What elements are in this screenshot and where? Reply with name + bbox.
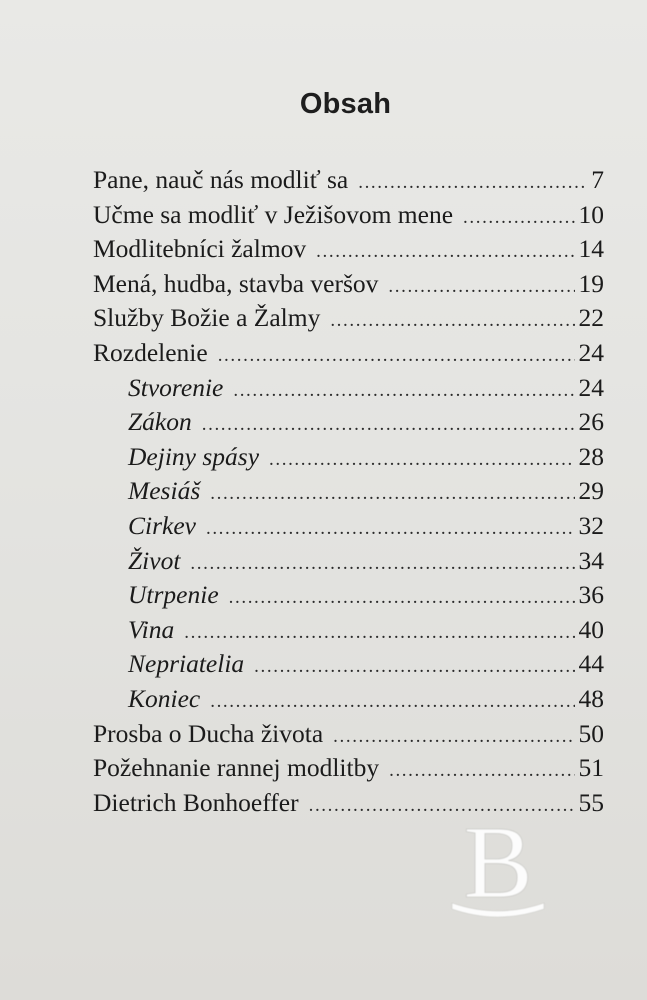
toc-page-number: 24 xyxy=(578,372,604,402)
toc-page-number: 32 xyxy=(578,510,604,540)
leader-dots xyxy=(463,201,574,236)
toc-subentry-label: Koniec xyxy=(128,683,201,713)
leader-dots xyxy=(210,477,574,512)
toc-page-number: 26 xyxy=(578,407,604,437)
toc-page-number: 55 xyxy=(578,787,604,817)
toc-page-number: 7 xyxy=(591,165,604,194)
leader-dots xyxy=(206,512,575,547)
toc-entry xyxy=(93,301,604,336)
leader-dots xyxy=(190,547,574,582)
toc-subentry xyxy=(93,613,604,648)
toc-subentry xyxy=(93,544,604,579)
leader-dots xyxy=(358,166,587,201)
toc-page-number: 36 xyxy=(578,580,604,610)
toc-subentry xyxy=(93,578,604,613)
toc-subentry-label: Vina xyxy=(128,614,175,644)
toc-entry xyxy=(93,751,604,786)
table-of-contents xyxy=(93,163,604,820)
toc-subentry-label: Stvorenie xyxy=(128,372,224,402)
leader-dots xyxy=(333,720,574,755)
leader-dots xyxy=(218,339,575,374)
toc-entry xyxy=(93,267,604,302)
toc-subentry-label: Život xyxy=(128,545,181,575)
toc-page-number: 48 xyxy=(578,683,604,713)
toc-subentry-label: Cirkev xyxy=(128,510,196,540)
toc-subentry xyxy=(93,474,604,509)
toc-page-number: 24 xyxy=(578,337,604,367)
leader-dots xyxy=(388,270,574,305)
page-title: Obsah xyxy=(299,88,392,120)
toc-page-number: 40 xyxy=(578,614,604,644)
toc-subentry-label: Utrpenie xyxy=(128,580,219,610)
toc-entry xyxy=(93,336,604,371)
toc-subentry-label: Nepriatelia xyxy=(128,649,245,679)
toc-subentry-label: Zákon xyxy=(128,407,192,437)
leader-dots xyxy=(330,304,574,339)
toc-subentry xyxy=(93,682,604,717)
toc-page-number: 10 xyxy=(578,199,604,229)
toc-entry xyxy=(93,198,604,233)
leader-dots xyxy=(316,235,574,270)
leader-dots xyxy=(389,754,574,789)
toc-subentry xyxy=(93,440,604,475)
toc-entry xyxy=(93,232,604,267)
toc-entry-label: Učme sa modliť v Ježišovom mene xyxy=(93,199,454,229)
toc-subentry-label: Mesiáš xyxy=(128,476,201,506)
toc-subentry xyxy=(93,371,604,406)
toc-page-number: 29 xyxy=(578,476,604,506)
toc-page-number: 50 xyxy=(578,718,604,748)
toc-subentry-label: Dejiny spásy xyxy=(128,441,260,471)
toc-entry xyxy=(93,163,604,198)
toc-entry-label: Dietrich Bonhoeffer xyxy=(93,787,299,817)
leader-dots xyxy=(202,408,575,443)
leader-dots xyxy=(210,685,574,720)
toc-entry-label: Pane, nauč nás modliť sa xyxy=(93,165,349,194)
leader-dots xyxy=(269,443,574,478)
leader-dots xyxy=(229,581,575,616)
leader-dots xyxy=(184,616,574,651)
toc-entry-label: Služby Božie a Žalmy xyxy=(93,303,321,333)
toc-entry-label: Rozdelenie xyxy=(93,337,208,367)
leader-dots xyxy=(254,650,574,685)
toc-entry-label: Požehnanie rannej modlitby xyxy=(93,753,380,783)
toc-page-number: 22 xyxy=(578,303,604,333)
toc-page-number: 34 xyxy=(578,545,604,575)
toc-page-number: 44 xyxy=(578,649,604,679)
toc-entry-label: Mená, hudba, stavba veršov xyxy=(93,268,379,298)
toc-entry-label: Modlitebníci žalmov xyxy=(93,234,307,264)
toc-page-number: 19 xyxy=(578,268,604,298)
toc-subentry xyxy=(93,405,604,440)
leader-dots xyxy=(233,374,574,409)
watermark-letter: B xyxy=(463,815,533,920)
toc-entry xyxy=(93,717,604,752)
toc-entry-label: Prosba o Ducha života xyxy=(93,718,324,748)
toc-page-number: 51 xyxy=(578,753,604,783)
toc-subentry xyxy=(93,509,604,544)
toc-page-number: 28 xyxy=(578,441,604,471)
toc-subentry xyxy=(93,647,604,682)
toc-page-number: 14 xyxy=(578,234,604,264)
bookstore-logo-icon xyxy=(448,815,548,923)
